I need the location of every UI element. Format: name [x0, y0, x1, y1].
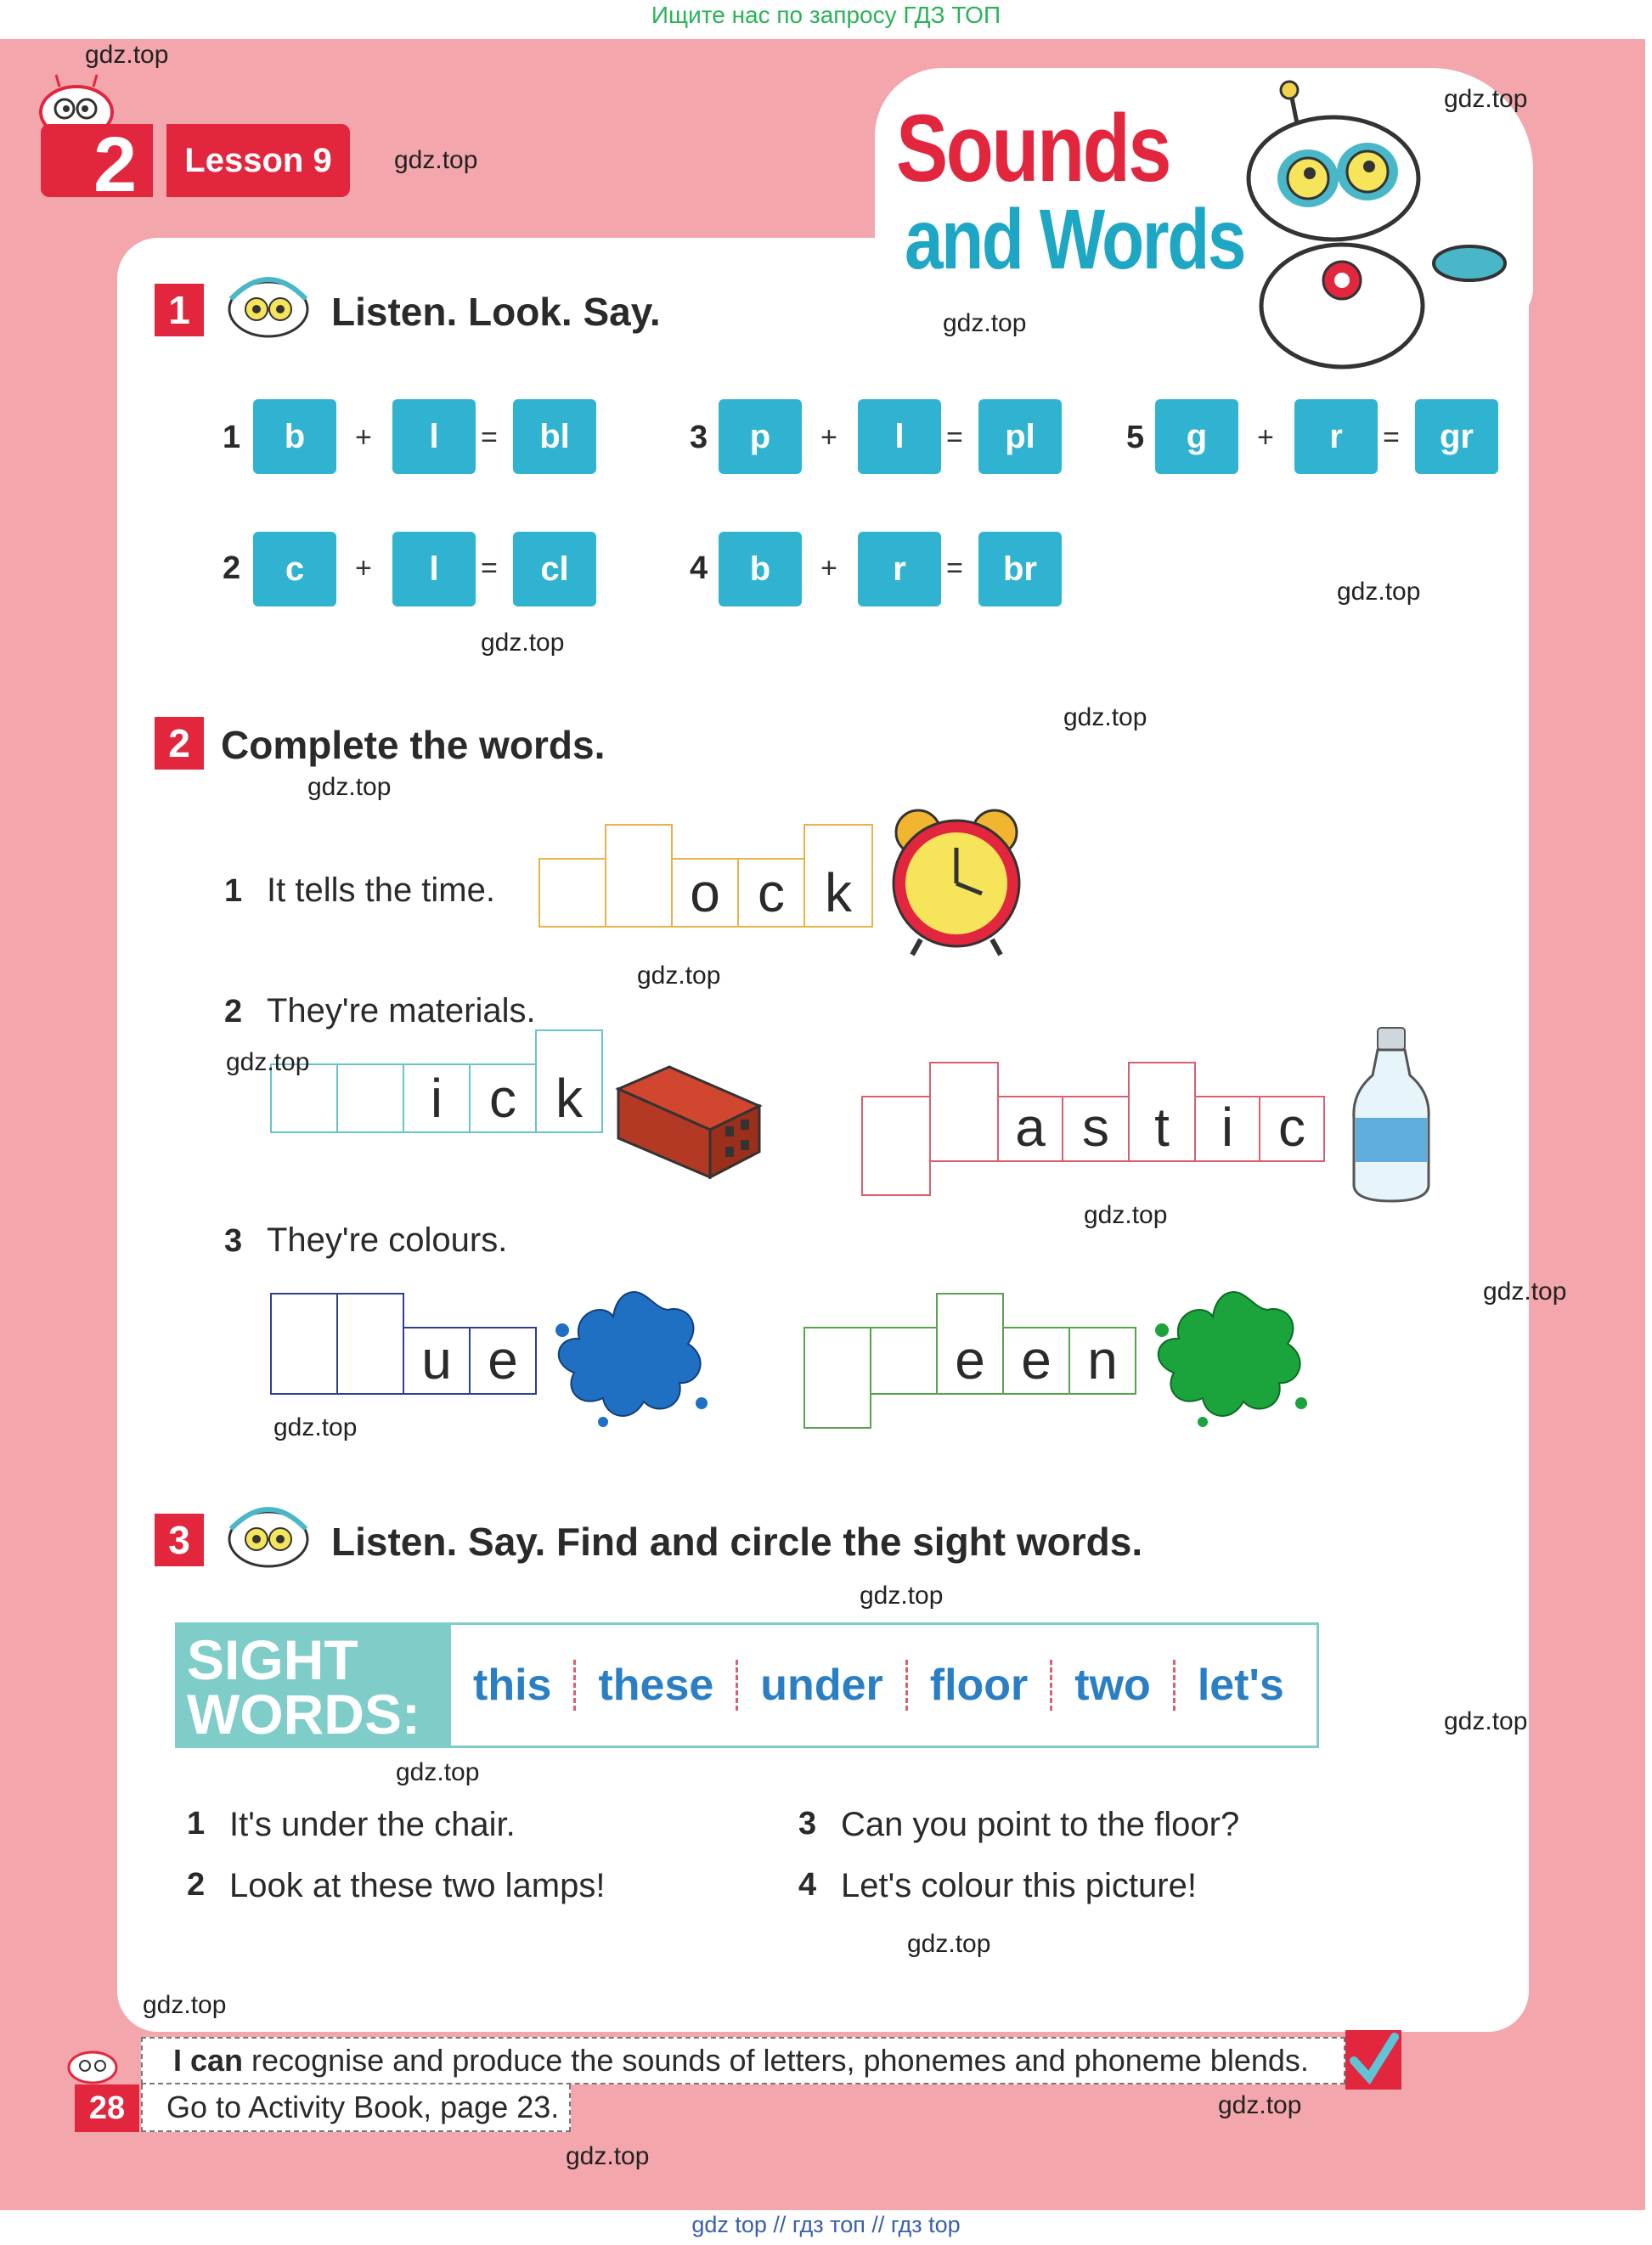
letter-piece: c [253, 532, 336, 606]
letter-piece: l [392, 532, 476, 606]
plastic-bottle-icon [1347, 1024, 1435, 1206]
sentence-number: 3 [798, 1806, 817, 1842]
page-number: 28 [75, 2084, 139, 2132]
letter-piece: l [392, 399, 476, 474]
question-clue: They're materials. [267, 992, 536, 1029]
blend-number: 5 [1126, 420, 1145, 455]
lesson-label: Lesson 9 [166, 124, 350, 197]
watermark: gdz.top [566, 2142, 650, 2170]
letter-cell: n [1068, 1327, 1136, 1395]
letter-cell[interactable] [336, 1063, 404, 1133]
sentence-text: Let's colour this picture! [841, 1867, 1197, 1904]
sight-word[interactable]: two [1052, 1660, 1176, 1711]
listen-robot-icon [223, 1495, 314, 1570]
checkmark-box[interactable] [1345, 2030, 1401, 2090]
question-number: 3 [224, 1223, 243, 1259]
sight-words-strip [451, 1622, 1319, 1748]
sight-words-logo: SIGHT WORDS: [175, 1622, 451, 1748]
watermark: gdz.top [1444, 85, 1528, 113]
watermark: gdz.top [1483, 1278, 1567, 1306]
learning-goal-bold: I can [173, 2043, 244, 2078]
sight-word[interactable]: these [576, 1660, 738, 1711]
equals-sign: = [481, 552, 498, 584]
letter-cell[interactable] [803, 1327, 871, 1429]
green-paint-splash-icon [1143, 1279, 1313, 1429]
watermark: gdz.top [85, 41, 169, 69]
watermark: gdz.top [1084, 1201, 1168, 1229]
sight-word[interactable]: let's [1197, 1661, 1284, 1710]
letter-cell[interactable] [270, 1293, 338, 1395]
letter-cell: u [403, 1327, 471, 1395]
blend-result: bl [513, 399, 596, 474]
blend-number: 3 [690, 420, 708, 455]
equals-sign: = [481, 421, 498, 454]
letter-cell: i [403, 1063, 471, 1133]
blend-number: 1 [223, 420, 241, 455]
equals-sign: = [946, 421, 963, 454]
letter-piece: g [1155, 399, 1238, 474]
letter-cell[interactable] [605, 824, 673, 928]
exercise-2-number: 2 [155, 717, 204, 770]
letter-cell[interactable] [870, 1327, 938, 1395]
plus-sign: + [355, 421, 372, 454]
letter-cell: s [1062, 1096, 1130, 1162]
watermark: gdz.top [943, 309, 1027, 337]
watermark: gdz.top [860, 1582, 944, 1610]
blend-result: br [978, 532, 1062, 606]
letter-piece: b [719, 532, 802, 606]
letter-cell: c [1259, 1096, 1325, 1162]
watermark: gdz.top [637, 962, 721, 990]
blend-number: 2 [223, 550, 241, 586]
watermark: gdz.top [396, 1758, 480, 1786]
sentence-number: 4 [798, 1867, 817, 1903]
letter-cell: k [535, 1029, 603, 1133]
listen-robot-icon [223, 265, 314, 340]
letter-piece: p [719, 399, 802, 474]
letter-cell: o [671, 858, 739, 928]
sight-word[interactable]: under [738, 1660, 907, 1711]
exercise-3-instruction: Listen. Say. Find and circle the sight words. [331, 1520, 1143, 1564]
letter-cell: i [1194, 1096, 1260, 1162]
letter-cell: c [469, 1063, 537, 1133]
letter-cell[interactable] [336, 1293, 404, 1395]
letter-cell[interactable] [861, 1096, 931, 1196]
letter-cell: a [997, 1096, 1063, 1162]
exercise-1-instruction: Listen. Look. Say. [331, 290, 661, 334]
site-footer-note: gdz top // гдз топ // гдз top [691, 2212, 961, 2237]
watermark: gdz.top [907, 1930, 991, 1958]
letter-cell: e [1002, 1327, 1070, 1395]
watermark: gdz.top [1337, 578, 1421, 606]
plus-sign: + [820, 552, 837, 584]
equals-sign: = [1383, 421, 1400, 454]
question-number: 1 [224, 873, 243, 909]
footer-robot-icon [65, 2042, 121, 2086]
page-title-line2: and Words [905, 192, 1245, 287]
equals-sign: = [946, 552, 963, 584]
robot-character-icon [1215, 76, 1520, 374]
unit-number: 2 [93, 121, 138, 208]
exercise-3-number: 3 [155, 1514, 204, 1566]
letter-cell: k [803, 824, 873, 928]
plus-sign: + [1257, 421, 1274, 454]
letter-cell[interactable] [538, 858, 606, 928]
sentence-text: Can you point to the floor? [841, 1806, 1240, 1843]
learning-goal-text: recognise and produce the sounds of letters, phonemes and phoneme blends. [243, 2043, 1309, 2078]
watermark: gdz.top [1063, 703, 1147, 731]
sentence-number: 1 [187, 1806, 206, 1842]
exercise-2-instruction: Complete the words. [221, 723, 606, 767]
watermark: gdz.top [1218, 2091, 1302, 2119]
watermark: gdz.top [394, 146, 478, 174]
brick-icon [610, 1063, 766, 1182]
letter-cell: t [1128, 1062, 1196, 1162]
blend-result: pl [978, 399, 1062, 474]
learning-goal [141, 2037, 1345, 2084]
alarm-clock-icon [880, 798, 1033, 960]
sentence-text: It's under the chair. [229, 1806, 516, 1843]
blue-paint-splash-icon [544, 1279, 713, 1429]
watermark: gdz.top [143, 1991, 227, 2019]
checkmark-icon [1345, 2030, 1401, 2090]
watermark: gdz.top [226, 1048, 310, 1076]
site-banner: Ищите нас по запросу ГДЗ ТОП [651, 2, 1001, 28]
letter-piece: r [858, 532, 941, 606]
blend-number: 4 [690, 550, 708, 586]
blend-result: gr [1415, 399, 1498, 474]
sentence-number: 2 [187, 1867, 206, 1903]
letter-piece: r [1294, 399, 1378, 474]
plus-sign: + [355, 552, 372, 584]
exercise-1-number: 1 [155, 284, 204, 336]
letter-cell[interactable] [929, 1062, 999, 1162]
watermark: gdz.top [481, 629, 565, 657]
watermark: gdz.top [273, 1413, 358, 1441]
question-number: 2 [224, 994, 243, 1029]
blend-result: cl [513, 532, 596, 606]
letter-piece: l [858, 399, 941, 474]
watermark: gdz.top [1444, 1707, 1528, 1735]
sight-word[interactable]: floor [908, 1660, 1053, 1711]
question-clue: It tells the time. [267, 871, 495, 909]
activity-book-reference[interactable]: Go to Activity Book, page 23. [141, 2084, 571, 2132]
letter-cell: e [469, 1327, 537, 1395]
letter-cell: e [936, 1293, 1004, 1395]
plus-sign: + [820, 421, 837, 454]
sentence-text: Look at these two lamps! [229, 1867, 606, 1904]
question-clue: They're colours. [267, 1221, 508, 1259]
page-title-line1: Sounds [896, 95, 1170, 201]
watermark: gdz.top [307, 773, 392, 801]
sight-word[interactable]: this [451, 1660, 576, 1711]
letter-piece: b [253, 399, 336, 474]
letter-cell: c [737, 858, 805, 928]
